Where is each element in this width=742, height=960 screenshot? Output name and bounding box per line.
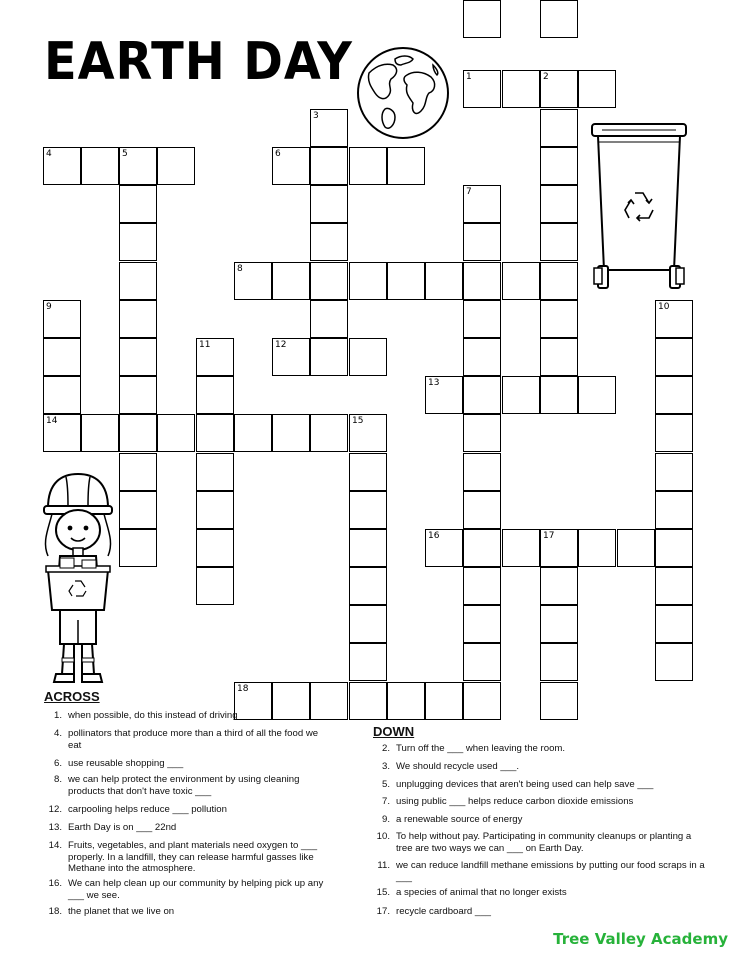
clue-text: Earth Day is on ___ 22nd	[68, 822, 177, 833]
grid-cell[interactable]	[272, 262, 310, 300]
grid-cell[interactable]	[196, 453, 234, 491]
clue-number: 10.	[376, 831, 390, 842]
clue-text: unplugging devices that aren't being used can help save ___	[396, 779, 654, 790]
grid-cell[interactable]	[81, 147, 119, 185]
grid-cell[interactable]	[463, 338, 501, 376]
grid-cell[interactable]	[655, 643, 693, 681]
grid-cell[interactable]	[234, 414, 272, 452]
grid-cell[interactable]	[540, 109, 578, 147]
clue-number: 18.	[48, 906, 62, 917]
grid-cell[interactable]	[425, 682, 463, 720]
grid-cell[interactable]	[310, 262, 348, 300]
grid-cell[interactable]	[196, 529, 234, 567]
grid-cell[interactable]	[463, 643, 501, 681]
recycling-bin-icon	[590, 120, 688, 292]
grid-cell[interactable]	[349, 529, 387, 567]
grid-cell[interactable]	[310, 414, 348, 452]
grid-cell[interactable]	[310, 223, 348, 261]
clue-number-5: 5	[122, 149, 128, 159]
grid-cell[interactable]	[655, 338, 693, 376]
grid-cell[interactable]	[196, 376, 234, 414]
clue-text: we can reduce landfill methane emissions by putting our food scraps in a ___	[396, 860, 705, 883]
grid-cell[interactable]	[119, 223, 157, 261]
grid-cell[interactable]	[540, 643, 578, 681]
clue-number-8: 8	[237, 264, 243, 274]
grid-cell[interactable]	[463, 605, 501, 643]
clue-number-15: 15	[352, 416, 364, 426]
grid-cell[interactable]	[119, 185, 157, 223]
grid-cell[interactable]	[119, 453, 157, 491]
clue-number-14: 14	[46, 416, 58, 426]
grid-cell[interactable]	[387, 147, 425, 185]
grid-cell[interactable]	[540, 682, 578, 720]
grid-cell[interactable]	[349, 682, 387, 720]
grid-cell[interactable]	[119, 262, 157, 300]
clue-number-10: 10	[658, 302, 670, 312]
clue-number-6: 6	[275, 149, 281, 159]
grid-cell[interactable]	[655, 529, 693, 567]
clue-number: 14.	[48, 840, 62, 851]
grid-cell[interactable]	[349, 643, 387, 681]
grid-cell[interactable]	[655, 605, 693, 643]
grid-cell[interactable]	[463, 376, 501, 414]
clue-number-16: 16	[428, 531, 440, 541]
clue-number-1: 1	[466, 72, 472, 82]
grid-cell[interactable]	[157, 414, 195, 452]
clue-text: We should recycle used ___.	[396, 761, 520, 772]
grid-cell[interactable]	[540, 223, 578, 261]
grid-cell[interactable]	[349, 605, 387, 643]
grid-cell[interactable]	[655, 453, 693, 491]
clue-text: Turn off the ___ when leaving the room.	[396, 743, 566, 754]
clue-text: when possible, do this instead of driving	[68, 710, 238, 721]
clue-number: 12.	[48, 804, 62, 815]
grid-cell[interactable]	[310, 147, 348, 185]
grid-cell[interactable]	[502, 376, 540, 414]
clue-number: 8.	[53, 774, 62, 785]
grid-cell[interactable]	[425, 262, 463, 300]
clue-number-17: 17	[543, 531, 555, 541]
grid-cell[interactable]	[119, 529, 157, 567]
clue-number: 11.	[377, 860, 390, 871]
clue-number: 3.	[381, 761, 390, 772]
earth-globe-icon	[355, 45, 451, 141]
clue-number-7: 7	[466, 187, 472, 197]
clue-number: 15.	[376, 887, 390, 898]
grid-cell[interactable]	[157, 147, 195, 185]
grid-cell[interactable]	[540, 147, 578, 185]
clue-number: 7.	[381, 796, 390, 807]
clue-text: using public ___ helps reduce carbon dioxide emissions	[396, 796, 634, 807]
grid-cell[interactable]	[540, 262, 578, 300]
grid-cell[interactable]	[502, 262, 540, 300]
clue-text: carpooling helps reduce ___ pollution	[68, 804, 227, 815]
grid-cell[interactable]	[463, 529, 501, 567]
clue-text: use reusable shopping ___	[68, 758, 184, 769]
grid-cell[interactable]	[43, 376, 81, 414]
clue-text: we can help protect the environment by using cleaning products that don't have toxic ___	[68, 774, 300, 797]
grid-cell[interactable]	[502, 529, 540, 567]
grid-cell[interactable]	[540, 567, 578, 605]
grid-cell[interactable]	[119, 414, 157, 452]
across-heading: ACROSS	[44, 689, 100, 704]
clue-number: 6.	[53, 758, 62, 769]
grid-cell[interactable]	[540, 0, 578, 38]
grid-cell[interactable]	[540, 300, 578, 338]
grid-cell[interactable]	[349, 453, 387, 491]
grid-cell[interactable]	[502, 70, 540, 108]
grid-cell[interactable]	[463, 491, 501, 529]
grid-cell[interactable]	[463, 682, 501, 720]
clue-text: We can help clean up our community by helping pick up any ___ we see.	[68, 878, 324, 901]
grid-cell[interactable]	[463, 0, 501, 38]
grid-cell[interactable]	[196, 414, 234, 452]
clue-number-3: 3	[313, 111, 319, 121]
grid-cell[interactable]	[349, 567, 387, 605]
grid-cell[interactable]	[349, 147, 387, 185]
grid-cell[interactable]	[540, 185, 578, 223]
grid-cell[interactable]	[463, 223, 501, 261]
grid-cell[interactable]	[463, 262, 501, 300]
grid-cell[interactable]	[119, 376, 157, 414]
grid-cell[interactable]	[655, 376, 693, 414]
grid-cell[interactable]	[578, 376, 616, 414]
down-heading: DOWN	[373, 724, 415, 739]
grid-cell[interactable]	[463, 414, 501, 452]
page-title: EARTH DAY	[44, 32, 353, 92]
clue-number: 13.	[48, 822, 62, 833]
clue-number: 17.	[376, 906, 390, 917]
grid-cell[interactable]	[119, 300, 157, 338]
grid-cell[interactable]	[349, 338, 387, 376]
grid-cell[interactable]	[196, 491, 234, 529]
grid-cell[interactable]	[349, 262, 387, 300]
grid-cell[interactable]	[463, 453, 501, 491]
clue-number: 2.	[381, 743, 390, 754]
grid-cell[interactable]	[349, 491, 387, 529]
clue-number: 4.	[53, 728, 62, 739]
grid-cell[interactable]	[272, 414, 310, 452]
grid-cell[interactable]	[655, 491, 693, 529]
clue-number-13: 13	[428, 378, 440, 388]
clue-text: a species of animal that no longer exists	[396, 887, 567, 898]
clue-number: 16.	[48, 878, 62, 889]
clue-text: a renewable source of energy	[396, 814, 523, 825]
grid-cell[interactable]	[43, 338, 81, 376]
grid-cell[interactable]	[578, 70, 616, 108]
clue-number-9: 9	[46, 302, 52, 312]
grid-cell[interactable]	[540, 376, 578, 414]
child-with-recycle-box-icon	[38, 470, 118, 686]
grid-cell[interactable]	[655, 414, 693, 452]
grid-cell[interactable]	[119, 491, 157, 529]
clue-number: 1.	[53, 710, 62, 721]
grid-cell[interactable]	[655, 567, 693, 605]
clue-text: Fruits, vegetables, and plant materials need oxygen to ___ properly. In a landfill, they can release harmful gasses like Methane into the atmosphere.	[68, 840, 318, 874]
clue-text: To help without pay. Participating in community cleanups or planting a tree are two ways we can ___ on Earth Day.	[396, 831, 692, 854]
grid-cell[interactable]	[578, 529, 616, 567]
clue-number: 9.	[381, 814, 390, 825]
clue-number: 5.	[381, 779, 390, 790]
grid-cell[interactable]	[81, 414, 119, 452]
clue-number-2: 2	[543, 72, 549, 82]
grid-cell[interactable]	[617, 529, 655, 567]
grid-cell[interactable]	[387, 262, 425, 300]
grid-cell[interactable]	[463, 300, 501, 338]
clue-number-4: 4	[46, 149, 52, 159]
footer-brand: Tree Valley Academy	[553, 930, 728, 948]
clue-text: pollinators that produce more than a third of all the food we eat	[68, 728, 319, 751]
clue-number-12: 12	[275, 340, 287, 350]
grid-cell[interactable]	[540, 605, 578, 643]
grid-cell[interactable]	[310, 338, 348, 376]
clue-text: recycle cardboard ___	[396, 906, 491, 917]
grid-cell[interactable]	[119, 338, 157, 376]
grid-cell[interactable]	[540, 338, 578, 376]
grid-cell[interactable]	[387, 682, 425, 720]
clue-number-18: 18	[237, 684, 249, 694]
grid-cell[interactable]	[196, 567, 234, 605]
clue-text: the planet that we live on	[68, 906, 175, 917]
grid-cell[interactable]	[463, 567, 501, 605]
grid-cell[interactable]	[310, 185, 348, 223]
clue-number-11: 11	[199, 340, 211, 350]
grid-cell[interactable]	[310, 300, 348, 338]
